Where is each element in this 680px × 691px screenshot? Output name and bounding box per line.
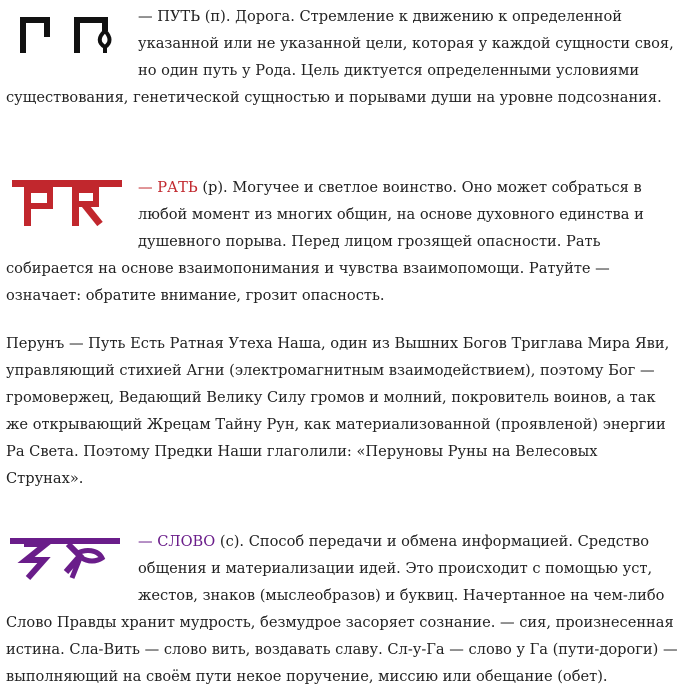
perun-paragraph: Перунъ — Путь Есть Ратная Утеха Наша, один из Вышних Богов Триглава Мира Яви, управляющий стихией Агни (электромагнитным взаимодействием), поэтому Бог — громовержец, Ведающий Велику Силу громов и молний, покровитель воинов, а так же открывающий Жрецам Тайну Рун, как материализованной (проявленой) энергии Ра Света. Поэтому Предки Наши глаголили: «Перуновы Руны на Велесовых Струнах». bbox=[6, 335, 670, 487]
entry-rat-text: (р). Могучее и светлое воинство. Оно может собраться в любой момент из многих общин, на основе духовного единства и душевного порыва. Перед лицом грозящей опасности. Рать собирается на основе взаимопонимания и чувства взаимопомощи. Ратуйте — означает: обратите внимание, грозит опасность. bbox=[6, 179, 644, 304]
entry-put bbox=[6, 3, 678, 111]
rat-rune-icon bbox=[6, 174, 124, 230]
entry-slovo bbox=[6, 528, 678, 690]
entry-slovo-head: — СЛОВО bbox=[138, 533, 216, 550]
entry-put-text: (п). Дорога. Стремление к движению к определенной указанной или не указанной цели, которая у каждой сущности своя, но один путь у Рода. Цель диктуется определенными условиями существования, генетической сущностью и порывами души на уровне подсознания. bbox=[6, 8, 674, 106]
entry-slovo-text: (с). Способ передачи и обмена информацией. Средство общения и материализации идей. Это происходит с помощью уст, жестов, знаков (мыслеобразов) и буквиц. Начертанное на чем-либо Слово Правды хранит мудрость, безмудрое засоряет сознание. — сия, произнесенная истина. Сла-Вить — слово вить, воздавать славу. Сл-у-Га — слово у Га (пути-дороги) — выполняющий на своём пути некое поручение, миссию или обещание (обет). bbox=[6, 533, 678, 685]
slovo-rune-icon bbox=[6, 528, 124, 584]
entry-put-head: — ПУТЬ bbox=[138, 8, 201, 25]
entry-rat-head: — РАТЬ bbox=[138, 179, 198, 196]
put-rune-icon bbox=[6, 3, 124, 59]
entry-rat bbox=[6, 174, 678, 309]
